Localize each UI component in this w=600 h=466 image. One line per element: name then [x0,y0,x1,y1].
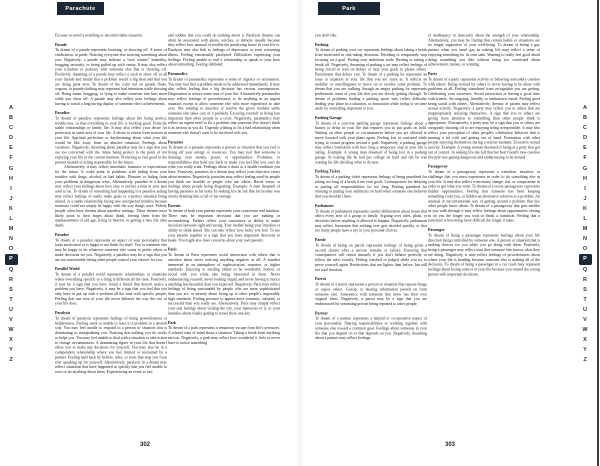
entry-paragraph: To dream of paramedics represents a sense of urgency or seriousness. You may feel that a problem needs to be addressed immediately. It may also reflect feeling that a big decision has serious consequences. Desperation to restore some area of your life. Alternatively, paramedics may reflect feelings of powerlessness to do anything in an urgent situation except to allow someone else with more experience to take over. Not wanting to interfere or resolve the given troubles while someone else takes care of a problem. Excusing yourself as being less important than other people in a crisis. Negatively, paramedics may reflect an urgent need to fix a problem that someone else doesn't think is as serious as you do. Urgently wishing to fix a bad relationship when someone else doesn't want to be involved with you. [168,76,280,135]
alphabet-letter-e: E [9,145,13,152]
alphabet-letter-v: V [583,316,587,323]
alphabet-letter-j: J [583,195,587,202]
right-page-column-1-text [315,33,427,341]
entry-paragraph: To dream of paradise represents feelings about life being perfect, trouble-free, or that everything in your life is working good. Perfectly stable relationships or family life. It may also reflect your desire for perfection in some area of your life. A desire to retreat from stresses in your life. Spiritual perfection or daydreaming about what your life would be like away from an abusive situation. Feelings about vacations. Negatively, dreaming about paradise may be a sign that you are too concerned with the future being perfect to the point of not enjoying your life in the current moment. Preferring to feel good in the present instead of acting responsible for the future. [55,116,167,165]
alphabet-letter-v: V [9,316,13,323]
entry-heading: Parade [55,42,67,47]
alphabet-letter-e: E [583,145,587,152]
entry-heading: Passageway [428,164,448,169]
alphabet-letter-q: Q [582,266,588,273]
page-gutter [296,0,304,466]
entry-paragraph: To dream of Paris represents social interaction with others that is sensitive about never noticing anything negative at all. A mindset immersed in an atmosphere of sophistication, romance, or higher standards. Enjoying or needing others to be wonderful, honest, or social with you while also being interested in them. Never embarrassing yourself, never looking stupid, and never having to notice anything less beautiful than you expected. Negatively, Paris may reflect feelings of being surrounded by people who are more sophisticated than you are, or anxiety about living up to other people's impossibly high standards. Feeling pressure to appear more romantic, cultured, or successful than you really are. Alternatively, Paris may simply reflect your real feelings about visiting the city, your memories of it, or your fantasies about finally getting to travel there one day. [168,252,280,316]
alphabet-letter-z: Z [583,357,587,364]
entry-heading: Paramedics [168,71,188,77]
left-page-column-2-text [168,33,280,345]
alphabet-letter-r: R [583,276,587,283]
alphabet-letter-d: D [9,135,13,142]
alphabet-letter-c: C [583,125,587,132]
entry-paragraph: To dream of a parade represents boasting, or showing off. A sense of vindication, or pride. Noticing everyone else noticing something about you. Negatively, a parade may indicate a “sore winner” mentality, bragging seriously, or being puffed up with vanity. It may also reflect your irritation or jealousy with someone else that is showing off. Positively, dreaming of a parade may reflect a wish to show off to all your friends and family that a problem wasn't a big deal and that you are doing great now. To dream of the color red on parade floats, wagons, or parade clothing may represent bad intentions while showing off. Being mean, bragging, or lying to make someone else hurt more while you show off. A parade may also reflect your feelings about having to watch a long boring display of someone else's achievements. [55,47,167,106]
alphabet-letter-b: B [583,115,587,122]
alphabet-letter-w: W [8,327,14,334]
entry-paragraph: To dream of parking your car represents feelings about taking a break from motivated or risk-taking decisions. Deciding to temporarily stop focusing on a goal. Putting your ambitions aside. Resting or taking a break off. Negatively, dreaming of parking a car may reflect feelings of being forced to wait on delays or stop your goals to please others. Punishment that delays you. To dream of a parking lot represents an issue or situation in your life that you are stuck in. It reflects an inability or unwillingness to move on or resolve some problem. To dream that you are walking through an empty parking lot represents problematic areas of your life that you are slowly getting through. To dream of problems finding a parking space may reflect difficulty finding your place in a situation, or frustration while trying to set time aside for something important to you. [315,47,427,111]
left-page-column-2 [168,33,280,438]
alphabet-letter-g: G [8,165,14,172]
alphabet-letter-f: F [9,155,13,162]
alphabet-letter-o: O [8,246,14,253]
entry-heading: Partner [315,310,328,316]
entry-paragraph: To dream of a paradox represents an aspect of your personality that lacks motivation or is happy to not think for itself. You or someone else may be happy to do whatever someone else wants or prefer others to make decisions for you. Negatively, a paradox may be a sign that you are too comfortable letting other people control your choices for you. [55,237,167,262]
entry-paragraph: of inadequacy or insecurity about the strength of your relationship. Alternatively, you may be finding that certain habits or situations are no longer supportive of your well-being. To dream of being a gay partner when you aren't gay in waking life may reflect a sense of enjoying something for its own sake. Wanting to really feel good about doing something you like without being too concerned about achievement, money, or winning. [428,33,540,67]
entry-paragraph: To dream of a parrot represents a person or situation that repeats things or copies others. Gossip, or hearing information passed on from someone else. Annoyance with someone that never has their own original ideas. Negatively, a parrot may be a sign that you are embarrassed by something private being repeated to other people. [315,282,427,306]
alphabet-rail-left [3,103,19,365]
entry-heading: Parliament [315,203,334,208]
entry-heading: Paralysis [55,310,71,316]
entry-paragraph: To dream of parliament represents careful deliberation about issues that affect every area of a group or family. Arguing over rules, plans, or decisions before anything is allowed to happen. Negatively, parliament may reflect frustration that nothing ever gets decided quickly, or that too many people have a say in your personal choices. [315,208,427,233]
alphabet-letter-x: X [9,337,13,344]
alphabet-letter-h: H [9,175,13,182]
page-number-left: 302 [140,442,151,448]
alphabet-letter-y: Y [9,347,13,354]
left-page-column-1-text [55,33,167,374]
alphabet-letter-k: K [9,205,13,212]
entry-paragraph: and sudden that you could do nothing about it. Paralysis dreams can often be associated with aliens, witches, or demons usually because they reflect how unusual or terrible the paralyzing factor in your life is. Paralysis may also link to feelings of depression or even worsening illness. Feeling emotionally paralyzed. Difficulties expressing your feelings. Feeling unable to end a relationship or speak to your boss about something. Feeling inhibited. [168,33,280,67]
entry-heading: Park [168,320,177,325]
alphabet-letter-i: I [10,185,12,192]
entry-paragraph: To dream of a park represents a temporary escape from life's pressures. A relaxed state of mind about a situation. Taking a break from anything serious. Negatively, a park may reflect how wonderful it feels to never have to notice something [168,325,280,345]
alphabet-letter-d: D [583,135,587,142]
alphabet-letter-k: K [583,205,587,212]
right-page-column-2-text [428,33,540,277]
entry-paragraph: To dream of being a passenger represents feelings about your life direction being controlled by someone else. A person or situation that is making choices for you while you go along with them. Positively, being a passenger may reflect trust that someone else knows what they are doing. Negatively, it may reflect feelings of powerlessness about where your life is heading because someone else is making all of the decisions. To dream of being a passenger in a car crash may represent feelings about losing control of your life because you trusted the wrong person with important decisions. [428,232,540,277]
entry-heading: Parole [315,237,326,243]
page-tab-park: Park [318,2,380,15]
entry-paragraph: To dream of a concrete parking garage represents feelings about a barrier or delay in your life that requires you to put goals on hold. Waiting on other people or circumstances before you are allowed to move forward with your plans again. Feeling lost or confused while trying to restart progress toward a goal. Negatively, a parking garage may reflect frustration with how long a temporary stop in your life is taking. Example: A young man dreamed of being lost in a parking garage. In waking life he had put college on hold and felt he was wasting his life deciding what to do next. [315,120,427,165]
alphabet-letter-u: U [583,306,587,313]
alphabet-letter-j: J [9,195,13,202]
entry-heading: Paris [168,247,177,252]
entry-heading: Passenger [428,227,445,233]
book-edge-line [597,0,599,466]
alphabet-letter-q: Q [8,266,14,273]
entry-paragraph: you don't like. [315,33,338,38]
alphabet-letter-a: A [9,105,13,111]
page-number-right: 303 [445,442,456,448]
alphabet-letter-n: N [583,236,587,243]
left-page-column-1 [55,33,167,438]
alphabet-letter-r: R [9,276,13,283]
alphabet-letter-a: A [583,105,587,111]
alphabet-letter-z: Z [9,357,13,364]
alphabet-letter-h: H [583,175,587,182]
alphabet-letter-u: U [9,306,13,313]
alphabet-letter-t: T [583,296,587,303]
alphabet-letter-n: N [9,236,13,243]
entry-heading: Parallel World [55,266,80,272]
entry-heading: Parasites [168,139,184,145]
alphabet-letter-y: Y [583,347,587,354]
alphabet-letter-l: L [583,216,587,223]
right-page-column-2 [428,33,540,438]
entry-paragraph: To dream of a parking ticket represents feelings of being penalized for taking too long of a break from your goals. Consequences for delaying or putting off responsibilities for too long. Feeling punished for relaxing or putting your ambitions on hold when someone else believes that you shouldn't have. [315,174,427,199]
entry-paragraph: To dream of paralysis represents feelings of being powerlessness or helplessness. Feeling stuck or unable to react to a problem in a desired way. You may feel unable to respond to a person or situation that is dominating or manipulating you. Noticing that nothing you do works or helps you. You may feel unable to deal with a situation or take action to change circumstances. A dominating figure in your life that doesn't allow you to make any decisions for yourself. You may also be in a codependent relationship where you feel limited or restrained by a partner. Feeling held back by beliefs, rules, or fears that stop you from ever speaking up for yourself. Alternatively, paralysis in a dream may reflect situations that have happened so quickly that you feel unable to react or do anything about them. Experiencing an event so fast [55,315,167,374]
entry-paragraph: To dream of a party represents activity or behaving noticeably carefree with others. Being noticed by others or never having to be alone with problems at all. Feeling stimulated from recognition you are getting. Celebrating your successes. Social interaction or having a good time with friends. An outgoing, friendly, or enthusiastic mood. Feeling good being social with others. Alternatively, dreams of parties may reflect sexual activity. Negatively, a party may reflect you or others that are inappropriately enjoying themselves. A sign that you or others are giving more attention to something than other people think is appropriate. Alternatively, a party may be a sign that you or others are arrogantly showing off or are enjoying being irresponsible. It may also reflect your perception of other people's celebratory behavior that is running a bit wild and getting out of hand. Frustration with other people enjoying themselves during a serious moment. Excessive sexual activity. Example: A young woman dreamed of being at a party that got out of control. In waking life she felt that her best friend's new carefree lifestyle was getting dangerous and embarrassing to be around. [428,76,540,160]
alphabet-letter-g: G [582,165,588,172]
alphabet-letter-s: S [583,286,587,293]
alphabet-letter-i: I [584,185,586,192]
page-tab-parachute: Parachute [57,2,104,15]
alphabet-rail-right [577,103,593,365]
entry-paragraph: To dream of a passageway represents a transition, situation, or challenge that you must experience in order to do something else in your life. It may also reflect a necessary change, test, or compromise in order to get what you want. To dream of a secret passageway represents hidden opportunities. Feeling that someone has been keeping something from you, or hidden an alternative solution to a problem. An unusual or unconventional way of getting around a problem that few other people know about. To dream of a passageway that gets smaller as you walk through it may reflect feelings about opportunities closing in on you the longer you wait to finish a transition. Feeling that a transition is becoming more difficult the longer it takes. [428,169,540,223]
alphabet-letter-o: O [582,246,588,253]
entry-heading: Paradox [55,232,70,237]
alphabet-letter-w: W [582,327,588,334]
alphabet-letter-l: L [9,216,13,223]
entry-heading: Paradise [55,110,70,116]
alphabet-letter-m: M [8,226,14,233]
alphabet-letter-s: S [9,286,13,293]
entry-heading: Parking Ticket [315,169,340,174]
entry-paragraph: To dream of a parasite represents a person or situation that you feel is living off your energy or resources. You may feel that someone is draining your money, power, or opportunities. Problems, or responsibilities that hold you back or make you feel like you can't do what you really want. Feelings about a drain or a health condition you have. Positively, parasites in a dream may reflect your objective views about enemies. Negatively, parasites may reflect feeling used by people you think are horrible or people who use others. Racist views or feelings about people being disgusting. Example: A man dreamed of having parasites in his body. In waking life he felt that his brother was slowly draining him of all of his savings. [168,145,280,199]
alphabet-letter-x: X [583,337,587,344]
entry-heading: Parking [315,42,329,47]
entry-heading: Parking Garage [315,115,342,121]
entry-heading: Parrot [315,276,326,282]
entry-paragraph: To dream of a partner represents a helpful or co-operative aspect of your personality. Sharing responsibilities or working together with someone else toward a common goal. Feelings about someone in your life that you depend on or that depends on you. Negatively, dreaming about a partner may reflect feelings [315,316,427,341]
entry-paragraph: To dream of being on parole represents feelings of being given a second chance after a serious mistake or failure. Knowing that consequences will return instantly if you don't behave perfectly or follow the rules exactly. Feeling watched or judged while you try to prove yourself again. Restrictions that are lighter than before, but still not total freedom. [315,242,427,272]
entry-paragraph: Alternatively, it may reflect unrealistic fantasies or expectations for the future. It could point to problems with hiding from your troubles with drugs, alcohol, or bad habits. Pleasure or hiding from your problems in dangerous ways. Alternatively, paradise in a dream may reflect your feelings about how easy or perfect a time in your past used to be. To dream of something bad happening in a paradise setting may reflect feelings of easily made goals or a perfect situation being ruined, or a stable relationship facing new unexpected troubles because someone could not simply be happy with the way things were. Elderly people often have dreams about paradise settings. These dreams most likely point to their hopes about death, freeing them from the unpleasantness of old age, living in heaven, or getting a new life after death. [55,164,167,228]
entry-heading: Party [428,71,438,77]
entry-paragraph: Excuses to avoid a troubling or uncomfortable situation. [55,33,143,38]
entry-paragraph: To dream of a parallel world represents relationships or situations where everything specific to a thing is different all the time. Positively, it may be a sign that you have found a friend that doesn't notice a problem you have. Negatively, it may be a sign that you feel that you only have to put up with a problem all the time with specific people. Feeling that one area of your life never behaves the way the rest of your life does. [55,272,167,306]
entry-heading: Parents [168,203,181,208]
alphabet-letter-p: P [5,254,18,264]
entry-paragraph: To dream of both your parents represents your conscience and intuition. There may be important decisions that you are making or reconsidering. Fathers reflect your conscience or ability to make decisions between right and wrong. Your mother being your intuition or ability to think ahead. She can also reflect how lucky you feel. To see your parents together is a sign that you have important decisions to make. You might also have concerns about your own parents. [168,208,280,243]
alphabet-letter-b: B [9,115,13,122]
alphabet-letter-t: T [9,296,13,303]
alphabet-letter-p: P [579,254,592,264]
alphabet-letter-f: F [583,155,587,162]
alphabet-letter-m: M [582,226,588,233]
right-page-column-1 [315,33,427,438]
alphabet-letter-c: C [9,125,13,132]
